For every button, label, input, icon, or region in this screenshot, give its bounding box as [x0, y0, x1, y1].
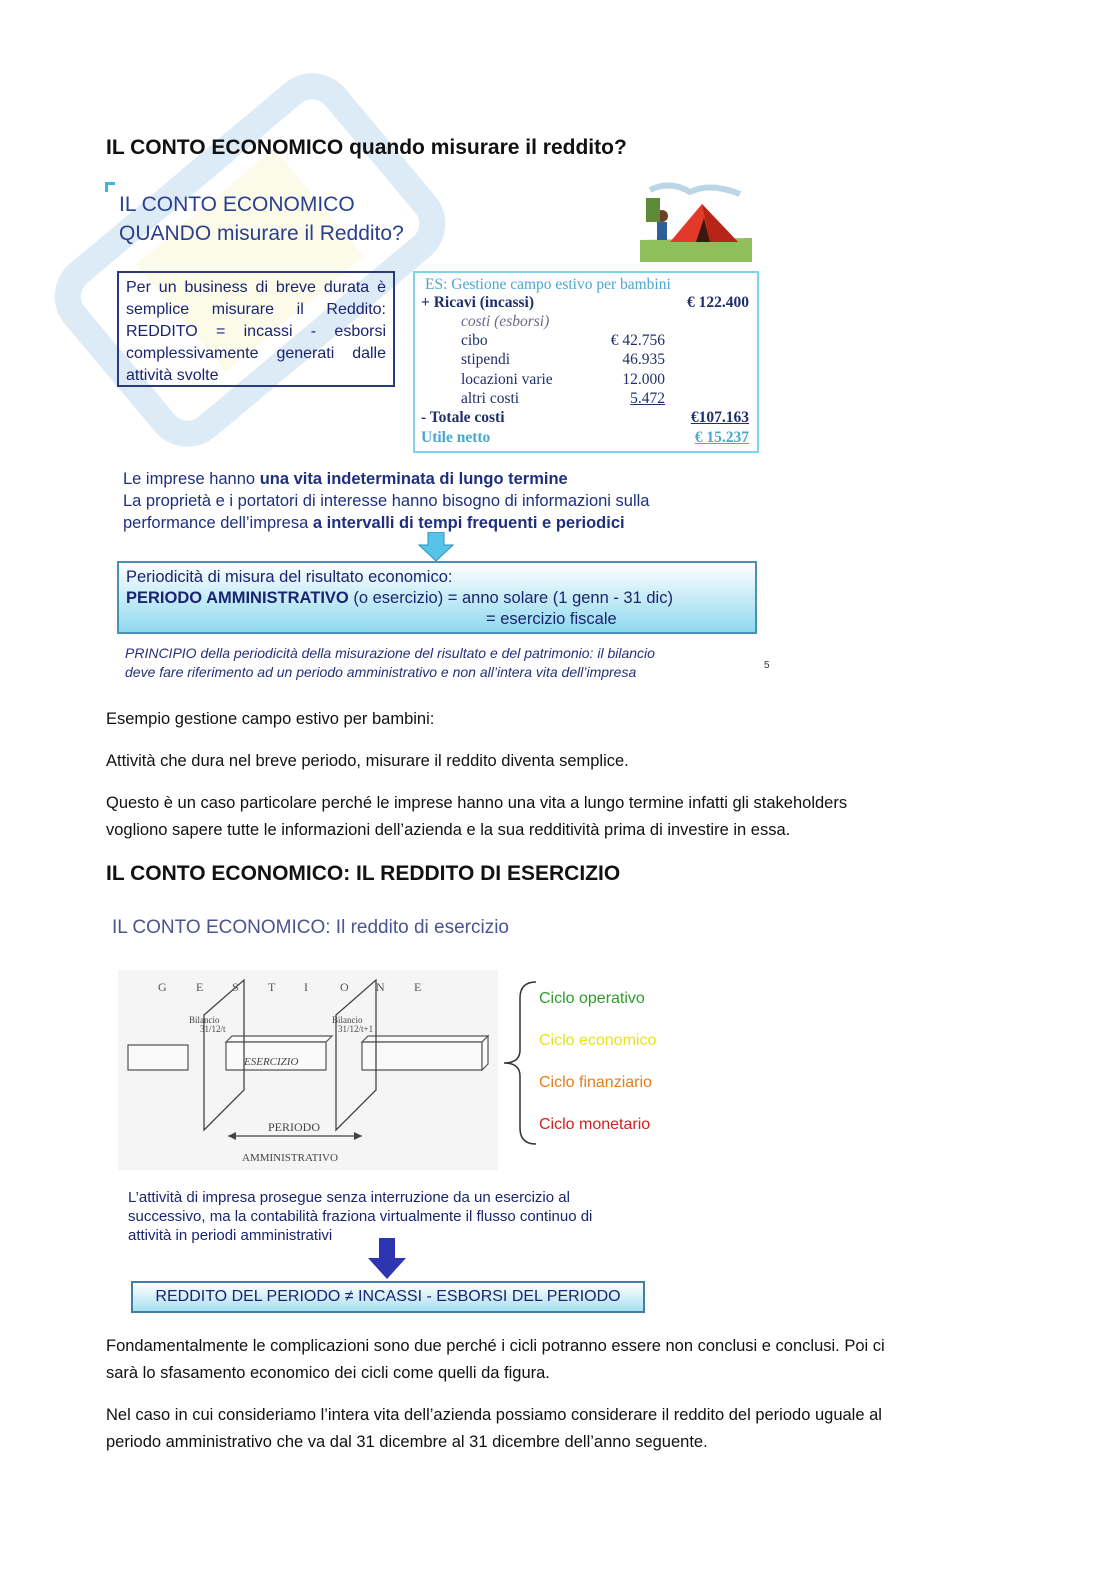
cost-item-value: 5.472	[630, 390, 665, 407]
amministrativo-label: AMMINISTRATIVO	[242, 1152, 338, 1164]
cost-item-value: 46.935	[622, 351, 665, 368]
gestione-letter: E	[414, 980, 422, 994]
utile-netto-label: Utile netto	[421, 429, 491, 446]
ricavi-label: + Ricavi (incassi)	[421, 294, 535, 311]
cost-item-label: locazioni varie	[461, 371, 553, 388]
section2-heading: IL CONTO ECONOMICO: IL REDDITO DI ESERCIZIO	[106, 862, 621, 885]
totale-costi-label: - Totale costi	[421, 409, 505, 426]
cycle-label: Ciclo operativo	[539, 990, 645, 1007]
down-arrow-icon	[418, 532, 454, 562]
esercizio-label: ESERCIZIO	[244, 1056, 299, 1068]
slide1-title-line1: IL CONTO ECONOMICO	[119, 193, 355, 216]
cost-item-value: € 42.756	[610, 332, 665, 349]
cycle-label: Ciclo monetario	[539, 1116, 651, 1133]
camping-tent-illustration	[640, 180, 752, 262]
example-camp-box	[413, 271, 759, 453]
gestione-letter: T	[268, 980, 276, 994]
example-title: ES: Gestione campo estivo per bambini	[425, 276, 671, 293]
utile-netto-value: € 15.237	[694, 429, 749, 446]
totale-costi-value: €107.163	[690, 409, 749, 426]
bilancio-2-label: Bilancio	[332, 1015, 363, 1025]
cost-item-label: altri costi	[461, 390, 520, 407]
gestione-letter: G	[158, 980, 167, 994]
vita-text: Le imprese hanno una vita indeterminata di lungo termine La proprietà e i portatori di interesse hanno bisogno di informazioni sulla performance dell’impresa a intervalli di tempi frequenti e periodici	[123, 470, 650, 532]
gestione-letter: E	[196, 980, 204, 994]
principio-note: PRINCIPIO della periodicità della misurazione del risultato e del patrimonio: il bilancio deve fare riferimento ad un periodo amministrativo e non all’intera vita dell’impresa	[125, 645, 655, 680]
periodo-label: PERIODO	[268, 1120, 321, 1134]
attivita-text: L’attività di impresa prosegue senza interruzione da un esercizio al successivo, ma la contabilità fraziona virtualmente il flusso continuo di attività in periodi amministrativi	[128, 1189, 593, 1244]
paragraph: Nel caso in cui consideriamo l’intera vita dell’azienda possiamo considerare il reddito del periodo uguale al periodo amministrativo che va dal 31 dicembre al 31 dicembre dell’anno seguente.	[106, 1406, 882, 1451]
slide1-title-line2: QUANDO misurare il Reddito?	[119, 222, 404, 245]
ricavi-value: € 122.400	[687, 294, 749, 311]
gestione-letter: S	[232, 980, 239, 994]
bilancio-2-date: 31/12/t+1	[338, 1024, 374, 1034]
gestione-letter: O	[340, 980, 349, 994]
bilancio-1-label: Bilancio	[189, 1015, 220, 1025]
down-arrow-icon	[367, 1238, 407, 1280]
paragraph: Esempio gestione campo estivo per bambini:	[106, 710, 435, 728]
cycle-label: Ciclo finanziario	[539, 1074, 652, 1091]
reddito-periodo-box: REDDITO DEL PERIODO ≠ INCASSI - ESBORSI DEL PERIODO	[131, 1281, 645, 1313]
short-business-box: Per un business di breve durata è semplice misurare il Reddito: REDDITO = incassi - esborsi complessivamente generati dalle attività svolte	[117, 271, 395, 387]
slide-corner-mark	[105, 182, 115, 192]
slide2-title: IL CONTO ECONOMICO: Il reddito di esercizio	[112, 917, 509, 938]
cost-item-label: stipendi	[461, 351, 511, 368]
gestione-letter: I	[304, 980, 308, 994]
periodo-amministrativo-box: Periodicità di misura del risultato economico: PERIODO AMMINISTRATIVO (o esercizio) = anno solare (1 genn - 31 dic) = esercizio fiscale	[117, 561, 757, 634]
bilancio-1-date: 31/12/t	[200, 1024, 226, 1034]
gestione-letter: N	[376, 980, 385, 994]
cycle-label: Ciclo economico	[539, 1032, 657, 1049]
section1-heading: IL CONTO ECONOMICO quando misurare il reddito?	[106, 136, 627, 159]
paragraph: Attività che dura nel breve periodo, misurare il reddito diventa semplice.	[106, 752, 629, 770]
slide-number: 5	[764, 660, 770, 671]
paragraph: Questo è un caso particolare perché le imprese hanno una vita a lungo termine infatti gli stakeholders vogliono sapere tutte le informazioni dell’azienda e la sua redditività prima di investire in essa.	[106, 794, 848, 839]
cost-item-value: 12.000	[622, 371, 665, 388]
paragraph: Fondamentalmente le complicazioni sono due perché i cicli potranno essere non conclusi e conclusi. Poi ci sarà lo sfasamento economico dei cicli come quelli da figura.	[106, 1337, 885, 1382]
cycles-bracket	[500, 980, 540, 1146]
gestione-diagram	[118, 970, 498, 1170]
cost-item-label: cibo	[461, 332, 488, 349]
costi-label: costi (esborsi)	[461, 313, 550, 330]
